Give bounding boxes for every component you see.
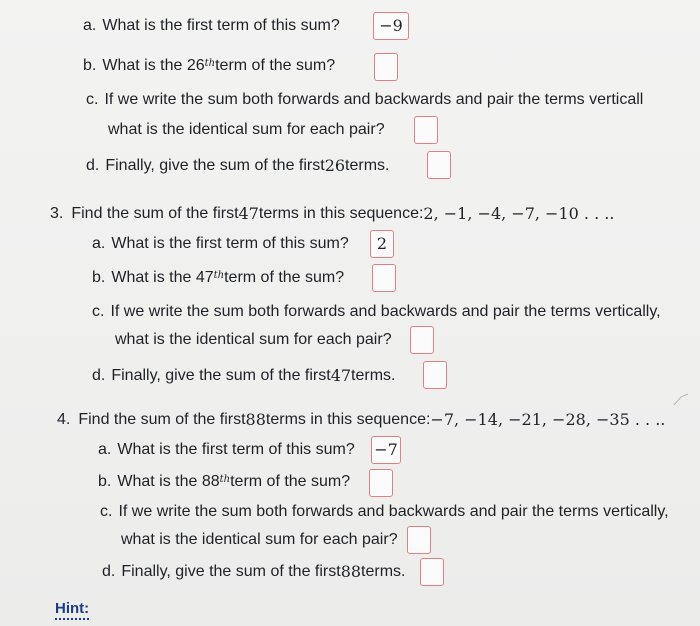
q2-part-d xyxy=(86,156,390,176)
q2-b-answer-box[interactable] xyxy=(374,53,398,81)
q4-c-letter: c. xyxy=(100,503,113,520)
q2-d-text-pre: Finally, give the sum of the first xyxy=(105,157,325,174)
q3-d-text-pre: Finally, give the sum of the first xyxy=(111,367,331,384)
q3-prompt xyxy=(50,204,614,224)
q4-b-text-pre: What is the 88 xyxy=(117,473,220,490)
q2-c-text1: If we write the sum both forwards and backwards and pair the terms verticall xyxy=(104,91,644,108)
q3-d-answer-box[interactable] xyxy=(423,361,447,389)
q2-c-letter: c. xyxy=(86,91,99,108)
q4-sequence: −7, −14, −21, −28, −35 . . .. xyxy=(430,410,666,429)
q4-part-a xyxy=(98,440,355,460)
q4-prompt-count: 88 xyxy=(245,410,266,429)
q4-number: 4. xyxy=(57,411,71,428)
q3-d-letter: d. xyxy=(92,367,106,384)
q2-c-answer-box[interactable] xyxy=(414,116,438,144)
q3-a-answer-box[interactable]: 2 xyxy=(370,230,394,258)
q3-a-text: What is the first term of this sum? xyxy=(111,235,349,252)
q4-b-letter: b. xyxy=(98,473,112,490)
q4-d-text-post: terms. xyxy=(361,563,406,580)
q4-d-text-pre: Finally, give the sum of the first xyxy=(121,563,341,580)
q4-a-letter: a. xyxy=(98,441,112,458)
q4-prompt-pre: Find the sum of the first xyxy=(78,411,246,428)
q3-part-a xyxy=(92,234,349,254)
q3-number: 3. xyxy=(50,205,64,222)
q2-part-a xyxy=(83,16,340,36)
q2-d-letter: d. xyxy=(86,157,100,174)
q3-c-text2: what is the identical sum for each pair? xyxy=(115,331,392,348)
q3-d-text-post: terms. xyxy=(351,367,396,384)
q2-d-answer-box[interactable] xyxy=(427,151,451,179)
q3-prompt-count: 47 xyxy=(238,204,259,223)
q2-a-text: What is the first term of this sum? xyxy=(102,17,340,34)
q3-part-d xyxy=(92,366,396,386)
q4-prompt xyxy=(57,410,665,430)
q4-part-c-line2 xyxy=(121,530,398,550)
q2-part-b: b. What is the 26 $^{th}$ term of the sum? xyxy=(83,57,336,74)
q4-d-answer-box[interactable] xyxy=(420,558,444,586)
q4-b-answer-box[interactable] xyxy=(369,469,393,497)
q3-b-text-pre: What is the 47 xyxy=(111,269,214,286)
q4-c-answer-box[interactable] xyxy=(407,526,431,554)
q2-part-c-line2 xyxy=(108,120,385,140)
q4-c-text1: If we write the sum both forwards and backwards and pair the terms vertically, xyxy=(118,503,669,520)
q4-a-text: What is the first term of this sum? xyxy=(117,441,355,458)
q2-d-number: 26 xyxy=(324,156,346,175)
q3-c-letter: c. xyxy=(92,303,105,320)
q4-part-c-line1 xyxy=(100,502,669,522)
q4-part-d xyxy=(102,562,406,582)
q3-prompt-mid: terms in this sequence: xyxy=(258,205,424,222)
q3-a-letter: a. xyxy=(92,235,106,252)
q3-part-c-line1 xyxy=(92,302,661,322)
q3-c-answer-box[interactable] xyxy=(410,326,434,354)
q3-d-number: 47 xyxy=(330,366,352,385)
q3-b-answer-box[interactable] xyxy=(372,264,396,292)
q2-b-letter: b. xyxy=(83,57,97,74)
q4-b-text-post: term of the sum? xyxy=(230,473,351,490)
q3-b-letter: b. xyxy=(92,269,106,286)
q2-part-c-line1 xyxy=(86,90,643,110)
q3-part-c-line2 xyxy=(115,330,392,350)
pencil-mark-icon xyxy=(672,393,690,407)
q2-a-answer-box[interactable]: −9 xyxy=(373,12,409,40)
q2-d-text-post: terms. xyxy=(345,157,390,174)
q2-b-text-post: term of the sum? xyxy=(215,57,336,74)
q4-c-text2: what is the identical sum for each pair? xyxy=(121,531,398,548)
q4-part-b: b. What is the 88 $^{th}$ term of the sum? xyxy=(98,473,351,490)
q3-part-b: b. What is the 47 $^{th}$ term of the sum? xyxy=(92,269,345,286)
q3-prompt-pre: Find the sum of the first xyxy=(71,205,239,222)
q2-a-letter: a. xyxy=(83,17,97,34)
q4-d-number: 88 xyxy=(340,562,362,581)
q2-b-text-pre: What is the 26 xyxy=(102,57,205,74)
q4-a-answer-box[interactable]: −7 xyxy=(371,436,401,464)
q3-c-text1: If we write the sum both forwards and backwards and pair the terms vertically, xyxy=(110,303,661,320)
q3-b-text-post: term of the sum? xyxy=(224,269,345,286)
q3-sequence: 2, −1, −4, −7, −10 . . .. xyxy=(423,204,615,223)
q2-c-text2: what is the identical sum for each pair? xyxy=(108,121,385,138)
q4-prompt-mid: terms in this sequence: xyxy=(265,411,431,428)
hint-link[interactable]: Hint: xyxy=(55,600,89,620)
q4-d-letter: d. xyxy=(102,563,116,580)
